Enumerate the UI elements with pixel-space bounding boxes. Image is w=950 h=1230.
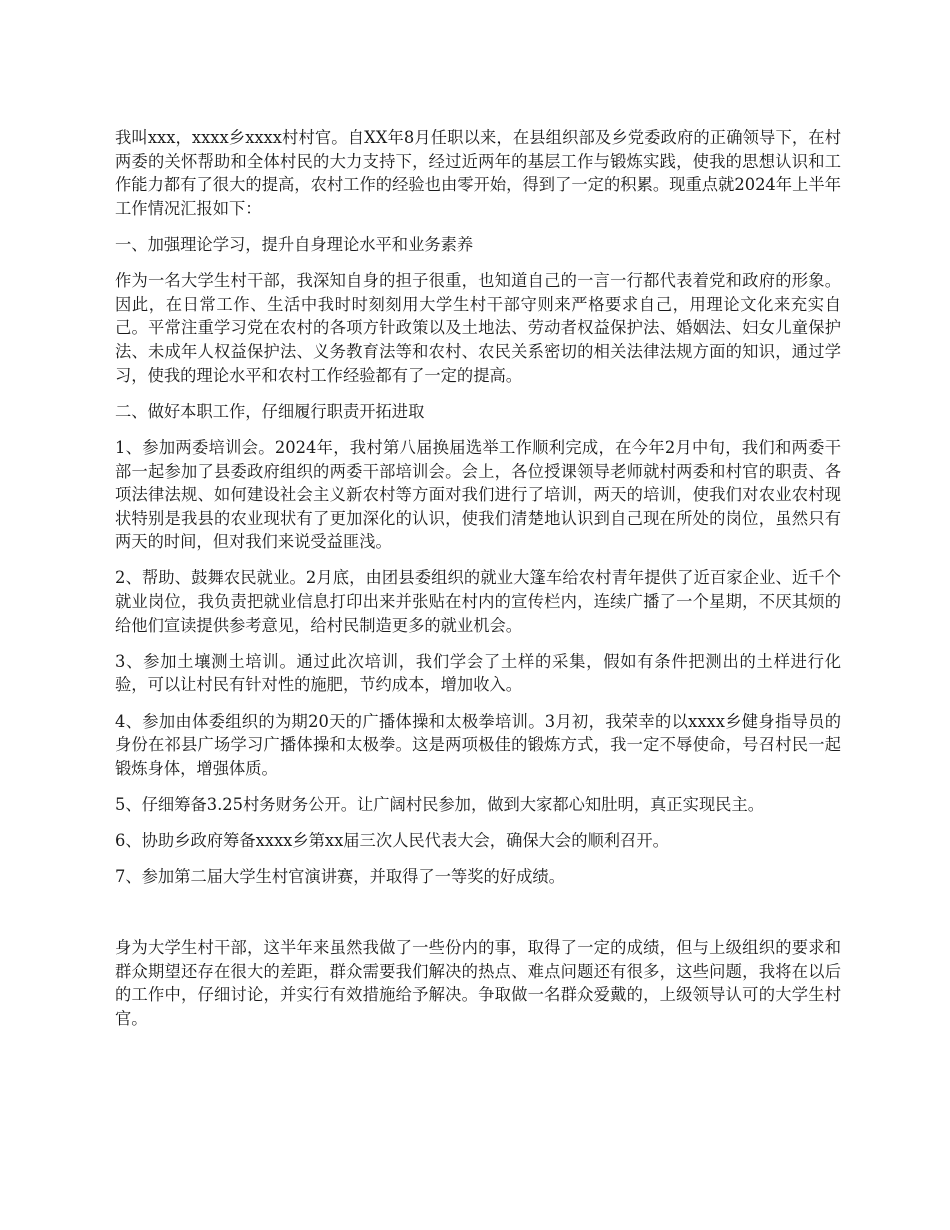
document-body <box>115 126 841 1043</box>
work-item-5: 5、仔细筹备3.25村务财务公开。让广阔村民参加，做到大家都心知肚明，真正实现民主。 <box>115 795 765 814</box>
work-item-4: 4、参加由体委组织的为期20天的广播体操和太极拳培训。3月初，我荣幸的以xxxx乡健身指导员的身份在祁县广场学习广播体操和太极拳。这是两项极佳的锻炼方式，我一定不辱使命，号召村民一起锻炼身体，增强体质。 <box>115 711 841 778</box>
section-heading-1: 一、加强理论学习，提升自身理论水平和业务素养 <box>115 234 474 254</box>
work-item-1: 1、参加两委培训会。2024年，我村第八届换届选举工作顺利完成，在今年2月中旬，我们和两委干部一起参加了县委政府组织的两委干部培训会。会上，各位授课领导老师就村两委和村官的职责、各项法律法规、如何建设社会主义新农村等方面对我们进行了培训，两天的培训，使我们对农业农村现状特别是我县的农业现状有了更加深化的认识，使我们清楚地认识到自己现在所处的岗位，虽然只有两天的时间，但对我们来说受益匪浅。 <box>115 437 841 552</box>
section-1-paragraph: 作为一名大学生村干部，我深知自身的担子很重，也知道自己的一言一行都代表着党和政府的形象。因此，在日常工作、生活中我时时刻刻用大学生村干部守则来严格要求自己，用理论文化来充实自己。平常注重学习党在农村的各项方针政策以及土地法、劳动者权益保护法、婚姻法、妇女儿童保护法、未成年人权益保护法、义务教育法等和农村、农民关系密切的相关法律法规方面的知识，通过学习，使我的理论水平和农村工作经验都有了一定的提高。 <box>115 271 841 385</box>
closing-paragraph: 身为大学生村干部，这半年来虽然我做了一些份内的事，取得了一定的成绩，但与上级组织的要求和群众期望还存在很大的差距，群众需要我们解决的热点、难点问题还有很多，这些问题，我将在以后的工作中，仔细讨论，并实行有效措施给予解决。争取做一名群众爱戴的，上级领导认可的大学生村官。 <box>115 937 841 1028</box>
intro-paragraph: 我叫xxx，xxxx乡xxxx村村官。自XX年8月任职以来，在县组织部及乡党委政府的正确领导下，在村两委的关怀帮助和全体村民的大力支持下，经过近两年的基层工作与锻炼实践，使我的思想认识和工作能力都有了很大的提高，农村工作的经验也由零开始，得到了一定的积累。现重点就2024年上半年工作情况汇报如下： <box>115 128 841 218</box>
work-item-6: 6、协助乡政府筹备xxxx乡第xx届三次人民代表大会，确保大会的顺利召开。 <box>115 831 669 851</box>
work-item-2: 2、帮助、鼓舞农民就业。2月底，由团县委组织的就业大篷车给农村青年提供了近百家企业、近千个就业岗位，我负责把就业信息打印出来并张贴在村内的宣传栏内，连续广播了一个星期，不厌其烦的给他们宣读提供参考意见，给村民制造更多的就业机会。 <box>115 568 841 635</box>
section-heading-2: 二、做好本职工作，仔细履行职责开拓进取 <box>115 401 425 421</box>
work-item-3: 3、参加土壤测土培训。通过此次培训，我们学会了土样的采集，假如有条件把测出的土样进行化验，可以让村民有针对性的施肥，节约成本，增加收入。 <box>115 651 841 695</box>
work-item-7: 7、参加第二届大学生村官演讲赛，并取得了一等奖的好成绩。 <box>115 867 565 887</box>
